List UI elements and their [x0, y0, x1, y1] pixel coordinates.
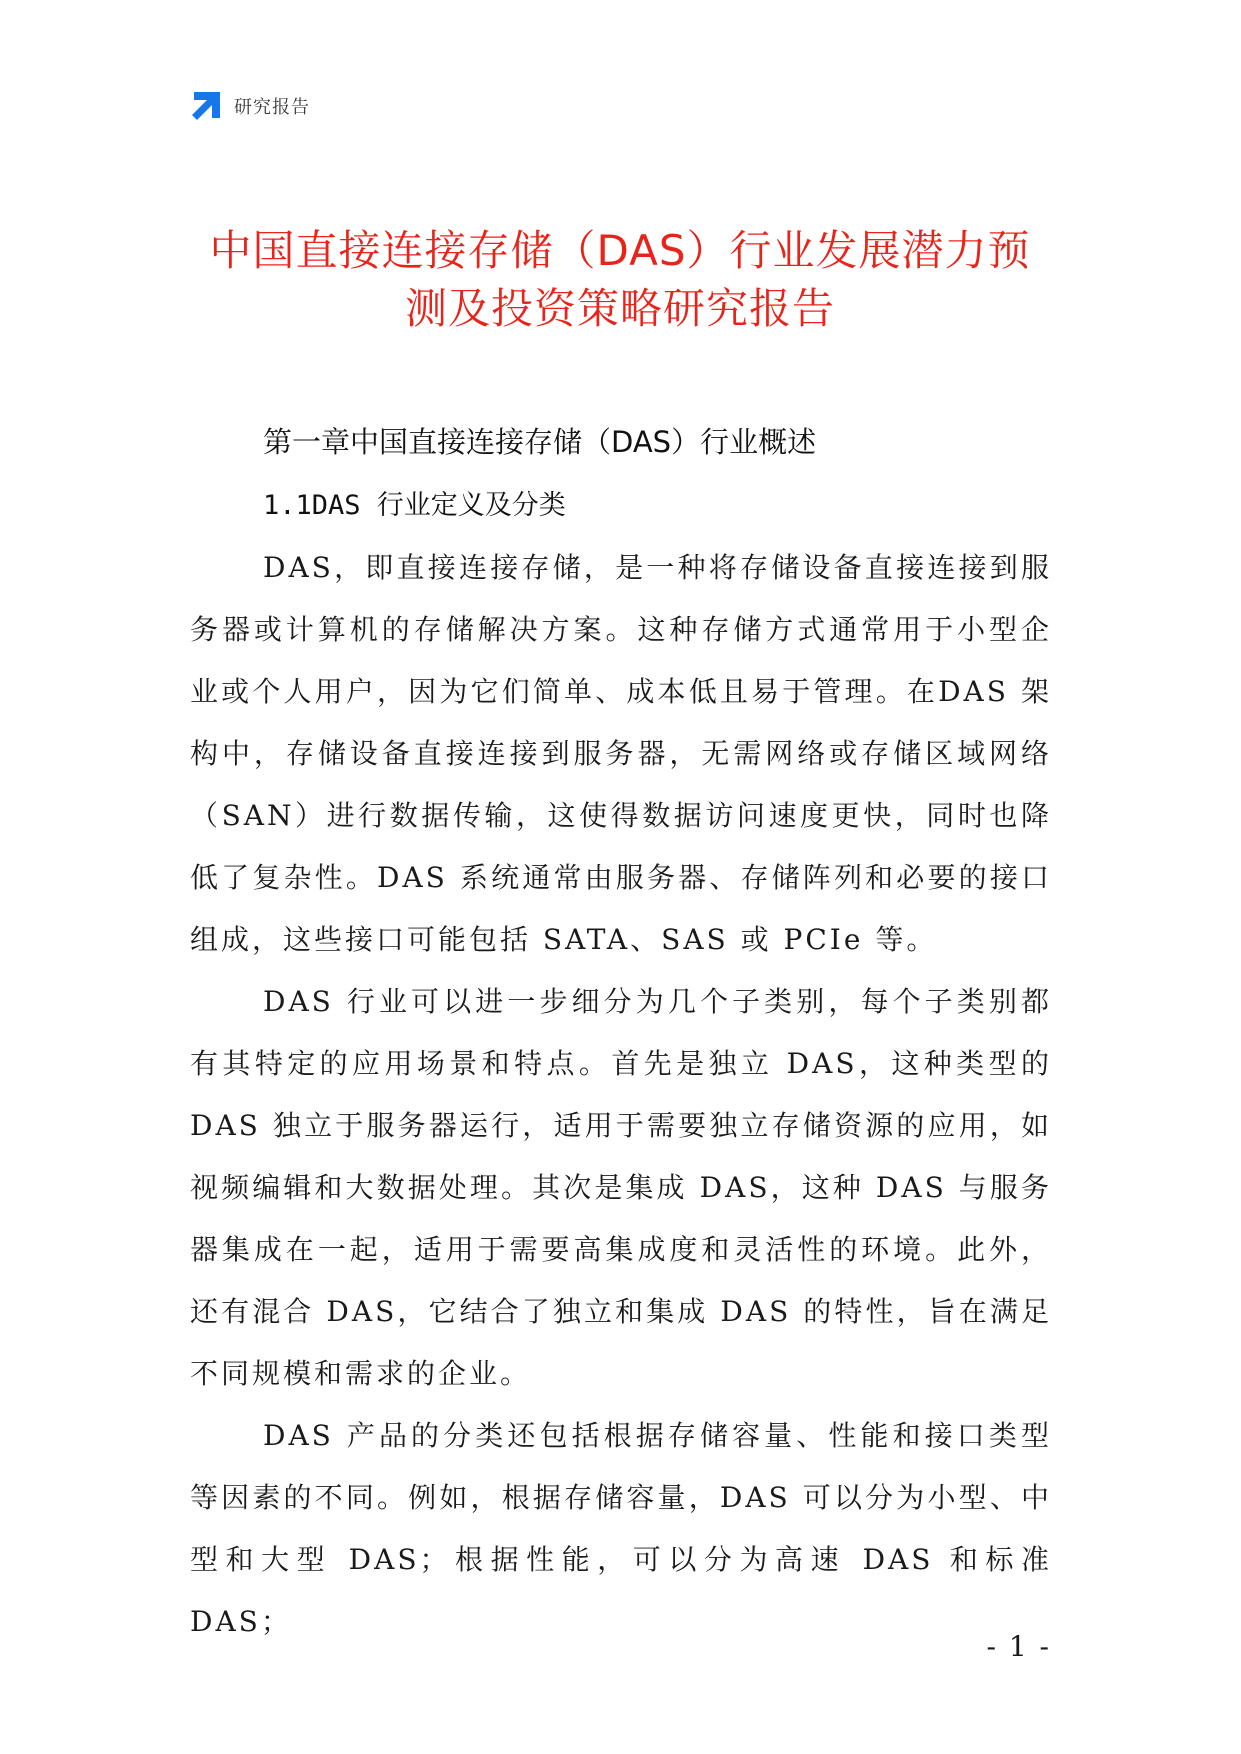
- title-line-2: 测及投资策略研究报告: [404, 284, 835, 333]
- arrow-up-right-icon: [190, 90, 222, 122]
- paragraph: DAS 产品的分类还包括根据存储容量、性能和接口类型等因素的不同。例如，根据存储容量，DAS 可以分为小型、中型和大型 DAS；根据性能，可以分为高速 DAS 和标准 DAS；: [190, 1419, 1052, 1638]
- body-text: [190, 537, 1052, 1653]
- paragraph: DAS 行业可以进一步细分为几个子类别，每个子类别都有其特定的应用场景和特点。首先是独立 DAS，这种类型的DAS 独立于服务器运行，适用于需要独立存储资源的应用，如视频编辑和大数据处理。其次是集成 DAS，这种 DAS 与服务器集成在一起，适用于需要高集成度和灵活性的环境。此外，还有混合 DAS，它结合了独立和集成 DAS 的特性，旨在满足不同规模和需求的企业。: [190, 985, 1052, 1390]
- chapter-heading: 第一章中国直接连接存储（DAS）行业概述: [263, 425, 817, 459]
- page-number: - 1 -: [986, 1630, 1051, 1663]
- header-label: 研究报告: [234, 97, 310, 118]
- section-heading: 1.1DAS 行业定义及分类: [263, 490, 566, 521]
- paragraph: DAS，即直接连接存储，是一种将存储设备直接连接到服务器或计算机的存储解决方案。这种存储方式通常用于小型企业或个人用户，因为它们简单、成本低且易于管理。在DAS 架构中，存储设备直接连接到服务器，无需网络或存储区域网络（SAN）进行数据传输，这使得数据访问速度更快，同时也降低了复杂性。DAS 系统通常由服务器、存储阵列和必要的接口组成，这些接口可能包括 SATA、SAS 或 PCIe 等。: [190, 551, 1052, 956]
- document-title: [170, 222, 1070, 338]
- page-header: [190, 88, 310, 124]
- title-line-1: 中国直接连接存储（DAS）行业发展潜力预: [209, 226, 1031, 275]
